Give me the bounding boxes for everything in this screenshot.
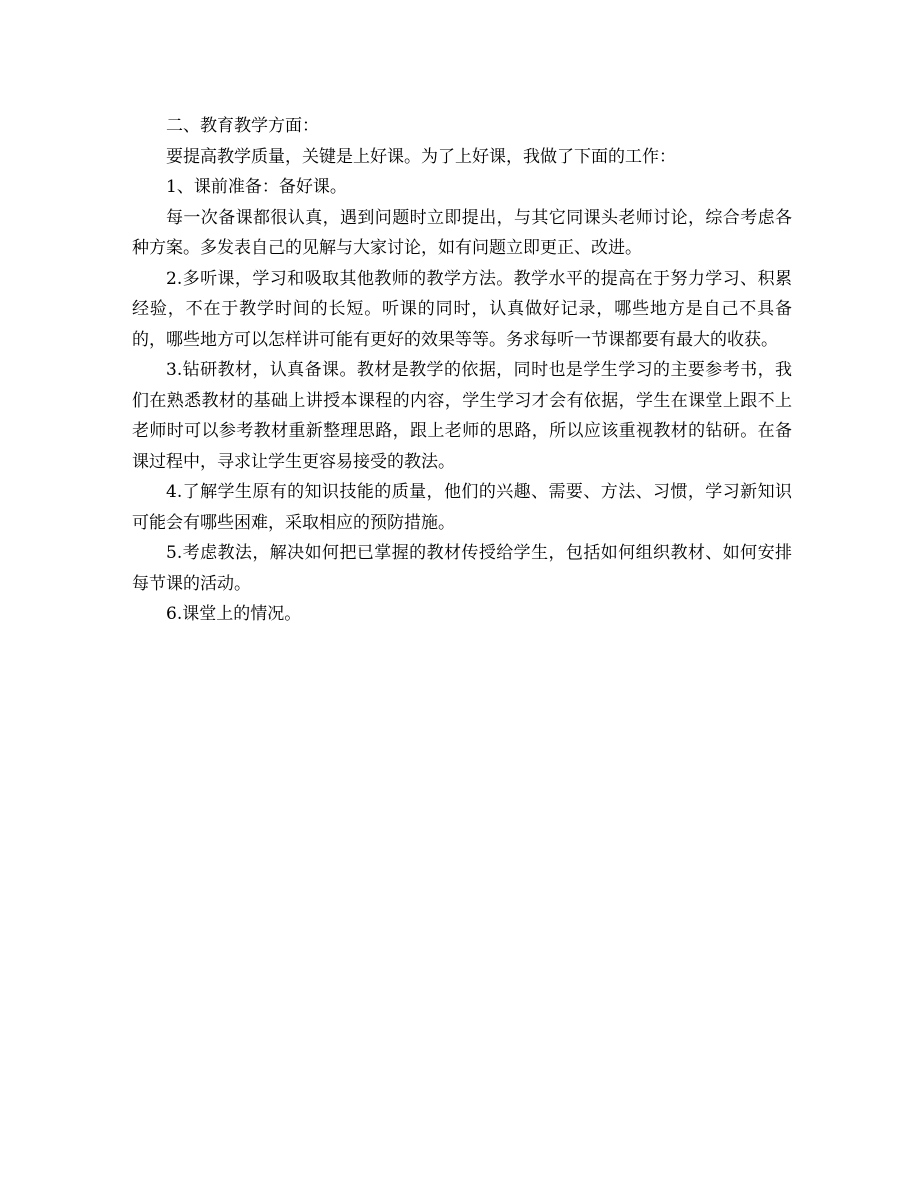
paragraph-observe-classes: 2.多听课，学习和吸取其他教师的教学方法。教学水平的提高在于努力学习、积累经验，不在于教学时间的长短。听课的同时，认真做好记录，哪些地方是自己不具备的，哪些地方可以怎样讲可能有更好的效果等等。务求每听一节课都要有最大的收获。 xyxy=(132,268,792,350)
paragraph-understand-students: 4.了解学生原有的知识技能的质量，他们的兴趣、需要、方法、习惯，学习新知识可能会有哪些困难，采取相应的预防措施。 xyxy=(132,482,792,533)
paragraph-teaching-methods: 5.考虑教法，解决如何把已掌握的教材传授给学生，包括如何组织教材、如何安排每节课的活动。 xyxy=(132,543,792,594)
intro-paragraph: 要提高教学质量，关键是上好课。为了上好课，我做了下面的工作： xyxy=(166,146,676,167)
item-heading-lesson-prep: 1、课前准备：备好课。 xyxy=(166,177,347,197)
paragraph-study-materials: 3.钻研教材，认真备课。教材是教学的依据，同时也是学生学习的主要参考书，我们在熟悉教材的基础上讲授本课程的内容，学生学习才会有依据，学生在课堂上跟不上老师时可以参考教材重新整理思路，跟上老师的思路，所以应该重视教材的钻研。在备课过程中，寻求让学生更容易接受的教法。 xyxy=(132,360,792,472)
document-body xyxy=(132,111,792,630)
paragraph-classroom-situation: 6.课堂上的情况。 xyxy=(166,604,302,624)
paragraph-lesson-prep: 每一次备课都很认真，遇到问题时立即提出，与其它同课头老师讨论，综合考虑各种方案。多发表自己的见解与大家讨论，如有问题立即更正、改进。 xyxy=(132,207,792,258)
section-heading: 二、教育教学方面： xyxy=(166,116,319,136)
